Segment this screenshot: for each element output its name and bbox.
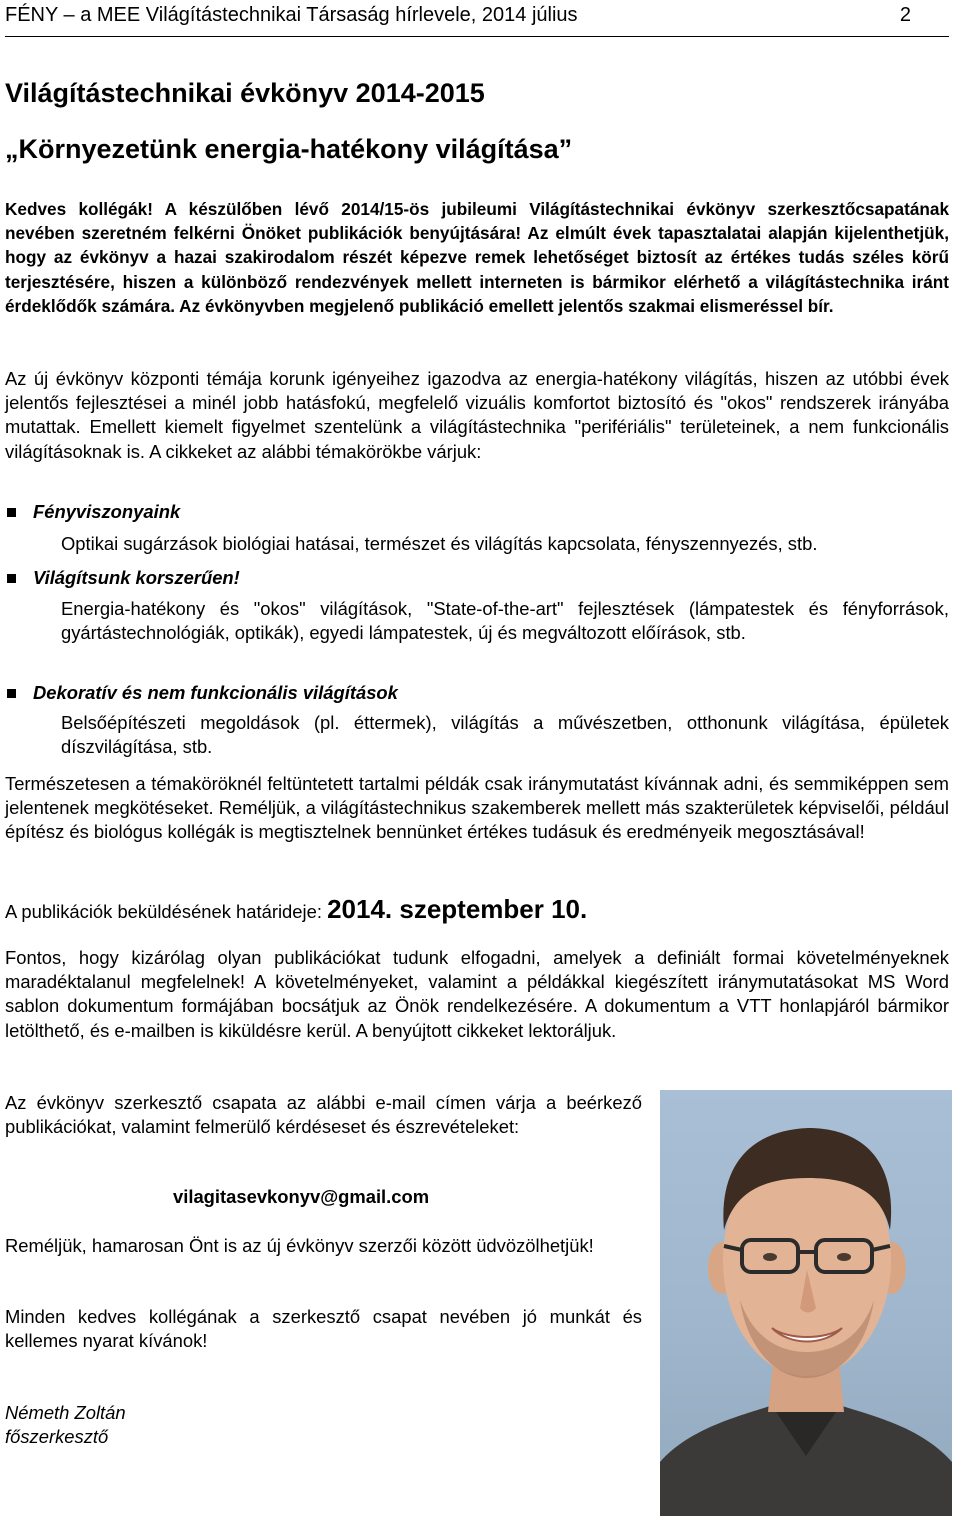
deadline-date: 2014. szeptember 10. [327,894,588,924]
signature-role: főszerkesztő [5,1426,109,1447]
header-title: FÉNY – a MEE Világítástechnikai Társaság hírlevele, 2014 július [5,4,578,26]
contact-email[interactable]: vilagitasevkonyv@gmail.com [173,1186,430,1207]
intro-paragraph: Kedves kollégák! A készülőben lévő 2014/15-ös jubileumi Világítástechnikai évkönyv szerkesztőcsapatának nevében szeretném felkérni Önöket publikációk benyújtására! Az elmúlt évek tapasztalatai alapján kijelenthetjük, hogy az évkönyv a hazai szakirodalom részét képezve remek lehetőséget biztosít az értékes tudás széles körű terjesztésére, hiszen a különböző rendezvények mellett interneten is bármikor elérhető a világítástechnika iránt érdeklődők számára. Az évkönyvben megjelenő publikáció emellett jelentős szakmai elismeréssel bír. [5,199,949,316]
format-paragraph: Fontos, hogy kizárólag olyan publikációkat tudunk elfogadni, amelyek a definiált formai követelményeknek maradéktalanul megfelelnek! A követelményeket, valamint a példákkal kiegészített iránymutatásokat MS Word sablon dokumentum formájában bocsátjuk az Önök rendelkezésére. A dokumentum a VTT honlapjáról bármikor letölthető, és e-mailben is kiküldésre kerül. A benyújtott cikkeket lektoráljuk. [5,947,949,1041]
article-title: Világítástechnikai évkönyv 2014-2015 [5,78,485,108]
topic-label: Fényviszonyaink [33,501,181,522]
deadline-line [5,894,587,925]
wish-paragraph: Minden kedves kollégának a szerkesztő csapat nevében jó munkát és kellemes nyarat kívánok! [5,1306,642,1352]
page-header [5,2,949,37]
article-subtitle: „Környezetünk energia-hatékony világítása” [5,134,573,164]
editor-portrait-photo [660,1090,952,1516]
signature-name: Németh Zoltán [5,1402,126,1423]
topic-description: Belsőépítészeti megoldások (pl. éttermek), világítás a művészetben, otthonunk világítása, épületek díszvilágítása, stb. [61,712,949,758]
topics-paragraph: Az új évkönyv központi témája korunk igényeihez igazodva az energia-hatékony világítás, hiszen az utóbbi évek jelentős fejlesztései a minél jobb hatásfokú, megfelelő vizuális komfortot biztosító és "okos" rendszerek irányába mutattak. Emellett kiemelt figyelmet szentelünk a világítástechnika "perifériális" területeinek, a nem funkcionális világításoknak is. A cikkeket az alábbi témakörökbe várjuk: [5,368,949,462]
topic-label: Világítsunk korszerűen! [33,567,240,588]
examples-paragraph: Természetesen a témaköröknél feltüntetett tartalmi példák csak iránymutatást kívánnak adni, és semmiképpen sem jelentenek megkötéseket. Reméljük, a világítástechnikus szakemberek mellett más szakterületek képviselői, például építész és biológus kollégák is megtisztelnek bennünket értékes tudásuk és eredményeik megosztásával! [5,773,949,843]
topic-label: Dekoratív és nem funkcionális világítások [33,682,398,703]
page-number: 2 [899,4,911,26]
portrait-illustration [660,1090,952,1516]
topic-description: Optikai sugárzások biológiai hatásai, természet és világítás kapcsolata, fényszennyezés, stb. [61,533,818,554]
square-bullet-icon [7,689,16,698]
square-bullet-icon [7,574,16,583]
topic-description: Energia-hatékony és "okos" világítások, "State-of-the-art" fejlesztések (lámpatestek és fényforrások, gyártástechnológiák, optikák), egyedi lámpatestek, új és megváltozott előírások, stb. [61,598,949,644]
hope-paragraph: Reméljük, hamarosan Önt is az új évkönyv szerzői között üdvözölhetjük! [5,1235,594,1256]
contact-paragraph: Az évkönyv szerkesztő csapata az alábbi e-mail címen várja a beérkező publikációkat, valamint felmerülő kérdéseset és észrevételeket: [5,1092,642,1138]
square-bullet-icon [7,508,16,517]
deadline-label: A publikációk beküldésének határideje: [5,901,322,922]
